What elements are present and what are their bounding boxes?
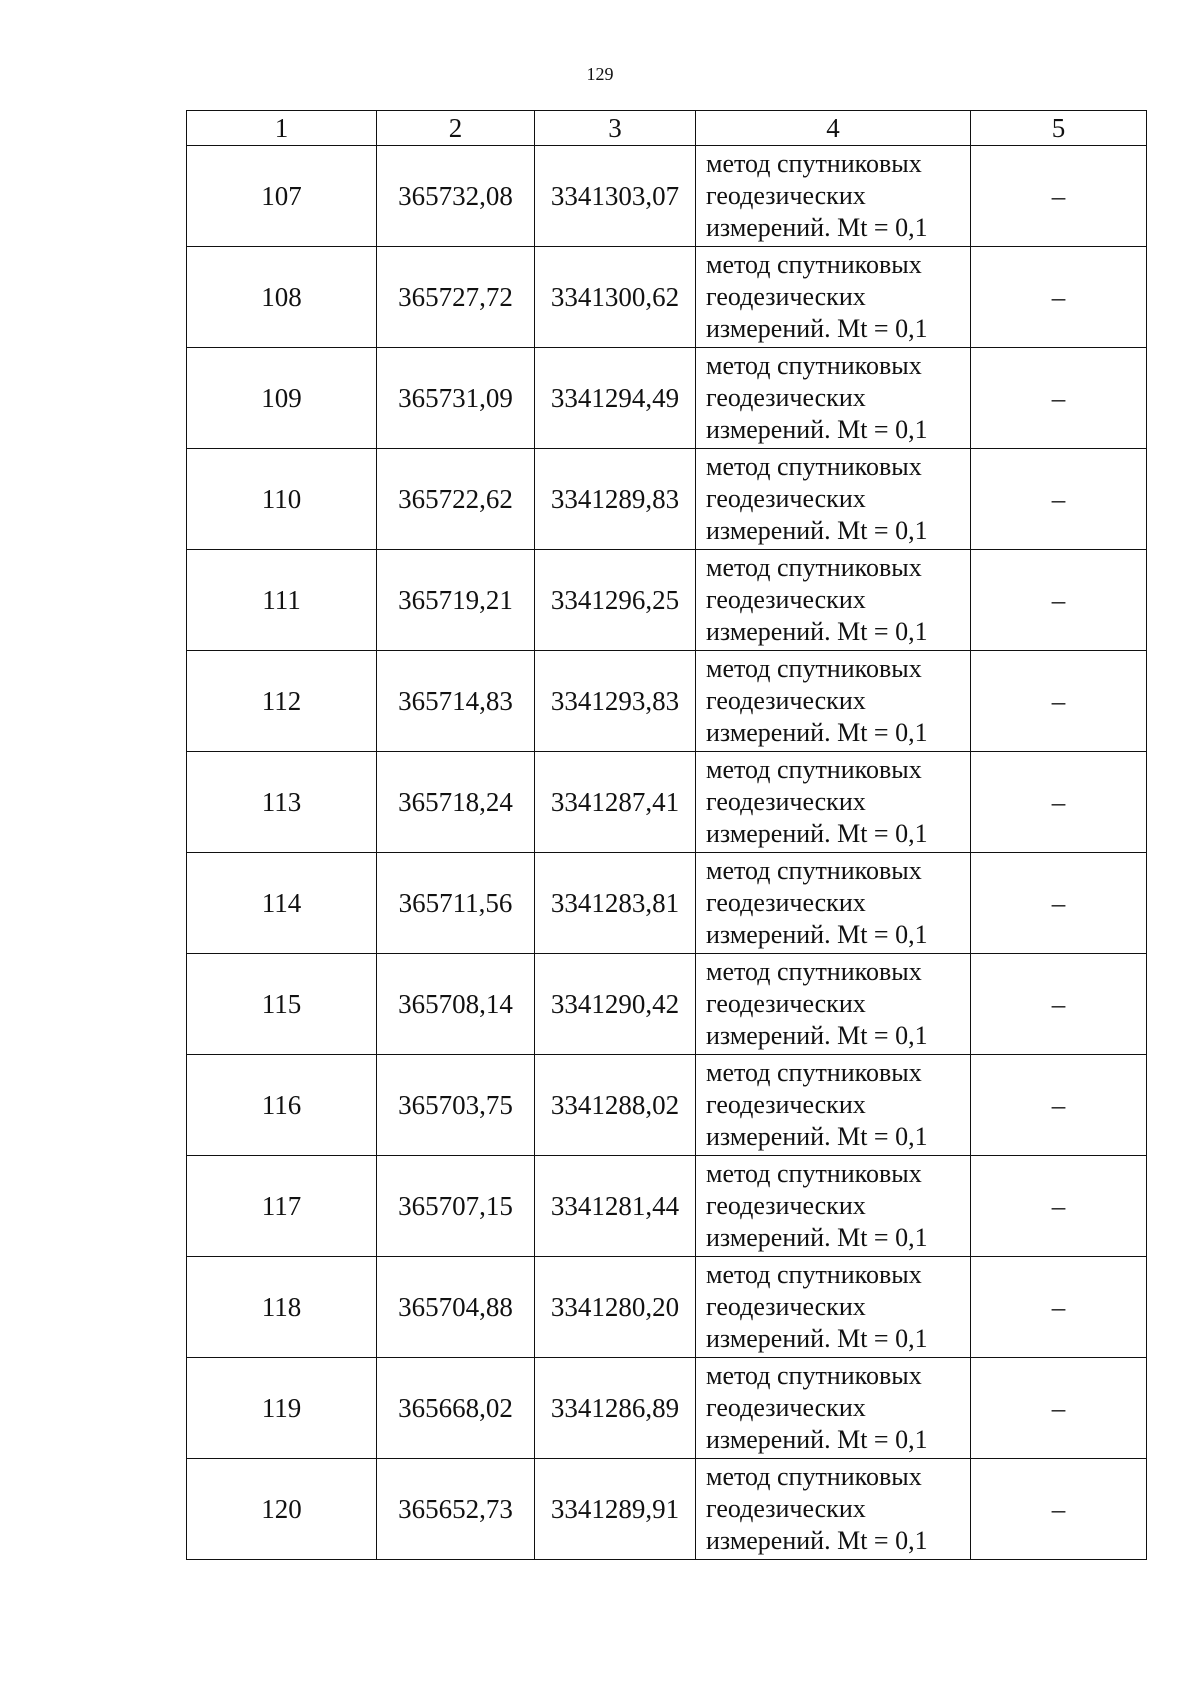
method-cell bbox=[696, 247, 971, 348]
method-cell bbox=[696, 1358, 971, 1459]
table-row bbox=[187, 1257, 1147, 1358]
point-number-cell: 107 bbox=[187, 146, 377, 247]
method-line: измерений. Mt = 0,1 bbox=[706, 819, 928, 848]
x-coordinate-cell: 365731,09 bbox=[377, 348, 535, 449]
column-header-4: 4 bbox=[696, 111, 971, 146]
x-coordinate-cell: 365719,21 bbox=[377, 550, 535, 651]
y-coordinate-cell: 3341287,41 bbox=[535, 752, 696, 853]
method-line: измерений. Mt = 0,1 bbox=[706, 1122, 928, 1151]
method-line: геодезических bbox=[706, 787, 866, 816]
method-cell bbox=[696, 1257, 971, 1358]
point-number-cell: 117 bbox=[187, 1156, 377, 1257]
table-header-row bbox=[187, 111, 1147, 146]
x-coordinate-cell: 365707,15 bbox=[377, 1156, 535, 1257]
x-coordinate-cell: 365668,02 bbox=[377, 1358, 535, 1459]
method-line: метод спутниковых bbox=[706, 1058, 922, 1087]
note-cell: – bbox=[971, 954, 1147, 1055]
table-row bbox=[187, 1156, 1147, 1257]
point-number-cell: 112 bbox=[187, 651, 377, 752]
table-row bbox=[187, 247, 1147, 348]
note-cell: – bbox=[971, 550, 1147, 651]
x-coordinate-cell: 365652,73 bbox=[377, 1459, 535, 1560]
table-row bbox=[187, 1459, 1147, 1560]
method-line: геодезических bbox=[706, 181, 866, 210]
note-cell: – bbox=[971, 752, 1147, 853]
y-coordinate-cell: 3341300,62 bbox=[535, 247, 696, 348]
method-line: метод спутниковых bbox=[706, 1260, 922, 1289]
table-row bbox=[187, 1358, 1147, 1459]
method-line: метод спутниковых bbox=[706, 250, 922, 279]
coordinates-table bbox=[186, 110, 1147, 1560]
y-coordinate-cell: 3341288,02 bbox=[535, 1055, 696, 1156]
table-row bbox=[187, 146, 1147, 247]
point-number-cell: 108 bbox=[187, 247, 377, 348]
method-cell bbox=[696, 550, 971, 651]
note-cell: – bbox=[971, 146, 1147, 247]
method-cell bbox=[696, 146, 971, 247]
method-line: метод спутниковых bbox=[706, 654, 922, 683]
method-line: геодезических bbox=[706, 989, 866, 1018]
note-cell: – bbox=[971, 449, 1147, 550]
method-line: геодезических bbox=[706, 585, 866, 614]
point-number-cell: 118 bbox=[187, 1257, 377, 1358]
method-cell bbox=[696, 752, 971, 853]
method-line: метод спутниковых bbox=[706, 957, 922, 986]
method-line: измерений. Mt = 0,1 bbox=[706, 1324, 928, 1353]
method-line: геодезических bbox=[706, 1494, 866, 1523]
y-coordinate-cell: 3341290,42 bbox=[535, 954, 696, 1055]
note-cell: – bbox=[971, 1358, 1147, 1459]
y-coordinate-cell: 3341294,49 bbox=[535, 348, 696, 449]
method-line: метод спутниковых bbox=[706, 1159, 922, 1188]
method-line: геодезических bbox=[706, 888, 866, 917]
point-number-cell: 111 bbox=[187, 550, 377, 651]
y-coordinate-cell: 3341303,07 bbox=[535, 146, 696, 247]
table-body bbox=[187, 146, 1147, 1560]
note-cell: – bbox=[971, 247, 1147, 348]
method-line: измерений. Mt = 0,1 bbox=[706, 516, 928, 545]
table-row bbox=[187, 348, 1147, 449]
point-number-cell: 113 bbox=[187, 752, 377, 853]
method-line: метод спутниковых bbox=[706, 1462, 922, 1491]
point-number-cell: 115 bbox=[187, 954, 377, 1055]
x-coordinate-cell: 365708,14 bbox=[377, 954, 535, 1055]
x-coordinate-cell: 365704,88 bbox=[377, 1257, 535, 1358]
column-header-3: 3 bbox=[535, 111, 696, 146]
y-coordinate-cell: 3341296,25 bbox=[535, 550, 696, 651]
method-line: метод спутниковых bbox=[706, 856, 922, 885]
y-coordinate-cell: 3341293,83 bbox=[535, 651, 696, 752]
y-coordinate-cell: 3341289,83 bbox=[535, 449, 696, 550]
method-line: метод спутниковых bbox=[706, 149, 922, 178]
method-line: геодезических bbox=[706, 484, 866, 513]
table-row bbox=[187, 752, 1147, 853]
method-line: метод спутниковых bbox=[706, 1361, 922, 1390]
point-number-cell: 119 bbox=[187, 1358, 377, 1459]
method-line: измерений. Mt = 0,1 bbox=[706, 617, 928, 646]
method-cell bbox=[696, 1055, 971, 1156]
method-line: измерений. Mt = 0,1 bbox=[706, 920, 928, 949]
method-line: измерений. Mt = 0,1 bbox=[706, 718, 928, 747]
point-number-cell: 120 bbox=[187, 1459, 377, 1560]
note-cell: – bbox=[971, 348, 1147, 449]
point-number-cell: 110 bbox=[187, 449, 377, 550]
page-number: 129 bbox=[586, 64, 614, 84]
method-line: геодезических bbox=[706, 1393, 866, 1422]
method-line: геодезических bbox=[706, 1191, 866, 1220]
x-coordinate-cell: 365732,08 bbox=[377, 146, 535, 247]
method-cell bbox=[696, 449, 971, 550]
method-line: измерений. Mt = 0,1 bbox=[706, 1021, 928, 1050]
method-line: геодезических bbox=[706, 383, 866, 412]
method-line: измерений. Mt = 0,1 bbox=[706, 213, 928, 242]
method-line: измерений. Mt = 0,1 bbox=[706, 1526, 928, 1555]
note-cell: – bbox=[971, 1055, 1147, 1156]
x-coordinate-cell: 365714,83 bbox=[377, 651, 535, 752]
x-coordinate-cell: 365727,72 bbox=[377, 247, 535, 348]
y-coordinate-cell: 3341280,20 bbox=[535, 1257, 696, 1358]
method-cell bbox=[696, 1459, 971, 1560]
method-line: измерений. Mt = 0,1 bbox=[706, 1223, 928, 1252]
x-coordinate-cell: 365703,75 bbox=[377, 1055, 535, 1156]
method-line: измерений. Mt = 0,1 bbox=[706, 314, 928, 343]
table-row bbox=[187, 449, 1147, 550]
method-line: метод спутниковых bbox=[706, 755, 922, 784]
method-line: метод спутниковых bbox=[706, 452, 922, 481]
point-number-cell: 109 bbox=[187, 348, 377, 449]
method-cell bbox=[696, 853, 971, 954]
method-line: метод спутниковых bbox=[706, 351, 922, 380]
table-row bbox=[187, 1055, 1147, 1156]
table-row bbox=[187, 954, 1147, 1055]
note-cell: – bbox=[971, 1257, 1147, 1358]
method-cell bbox=[696, 954, 971, 1055]
method-cell bbox=[696, 651, 971, 752]
note-cell: – bbox=[971, 853, 1147, 954]
method-line: измерений. Mt = 0,1 bbox=[706, 1425, 928, 1454]
method-line: геодезических bbox=[706, 1292, 866, 1321]
y-coordinate-cell: 3341286,89 bbox=[535, 1358, 696, 1459]
note-cell: – bbox=[971, 1459, 1147, 1560]
table-row bbox=[187, 550, 1147, 651]
method-line: геодезических bbox=[706, 686, 866, 715]
column-header-5: 5 bbox=[971, 111, 1147, 146]
x-coordinate-cell: 365711,56 bbox=[377, 853, 535, 954]
point-number-cell: 114 bbox=[187, 853, 377, 954]
method-line: измерений. Mt = 0,1 bbox=[706, 415, 928, 444]
y-coordinate-cell: 3341283,81 bbox=[535, 853, 696, 954]
column-header-1: 1 bbox=[187, 111, 377, 146]
note-cell: – bbox=[971, 1156, 1147, 1257]
y-coordinate-cell: 3341281,44 bbox=[535, 1156, 696, 1257]
point-number-cell: 116 bbox=[187, 1055, 377, 1156]
method-line: метод спутниковых bbox=[706, 553, 922, 582]
x-coordinate-cell: 365718,24 bbox=[377, 752, 535, 853]
column-header-2: 2 bbox=[377, 111, 535, 146]
table-row bbox=[187, 853, 1147, 954]
note-cell: – bbox=[971, 651, 1147, 752]
x-coordinate-cell: 365722,62 bbox=[377, 449, 535, 550]
table-row bbox=[187, 651, 1147, 752]
method-cell bbox=[696, 1156, 971, 1257]
y-coordinate-cell: 3341289,91 bbox=[535, 1459, 696, 1560]
method-line: геодезических bbox=[706, 282, 866, 311]
method-cell bbox=[696, 348, 971, 449]
method-line: геодезических bbox=[706, 1090, 866, 1119]
